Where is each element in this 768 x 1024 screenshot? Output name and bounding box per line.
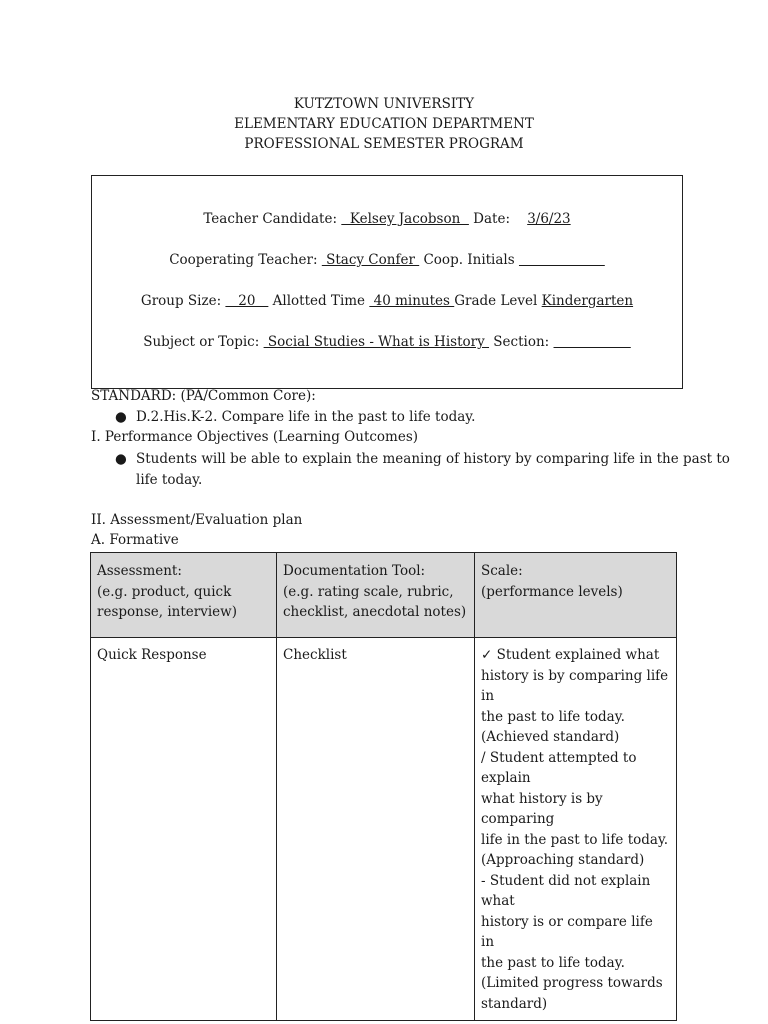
table-row xyxy=(91,638,677,1021)
header-scale xyxy=(475,553,677,638)
header-text: checklist, anecdotal notes) xyxy=(283,604,467,620)
teacher-candidate-label: Teacher Candidate: xyxy=(203,211,342,227)
scale-line: / Student attempted to explain xyxy=(481,749,637,786)
header-text: (performance levels) xyxy=(481,583,623,600)
department-name: ELEMENTARY EDUCATION DEPARTMENT xyxy=(234,116,534,132)
university-name: KUTZTOWN UNIVERSITY xyxy=(293,96,475,112)
cell-scale xyxy=(475,638,677,1021)
group-size-line xyxy=(92,293,682,309)
scale-line: the past to life today. xyxy=(481,708,625,725)
coop-initials-label: Coop. Initials xyxy=(419,252,519,268)
teacher-candidate-line xyxy=(92,211,682,227)
header-text: response, interview) xyxy=(97,604,237,620)
header-text: Documentation Tool: xyxy=(283,563,426,579)
scale-line: (Limited progress towards xyxy=(481,975,663,991)
scale-line: history is or compare life in xyxy=(481,913,653,950)
assessment-heading: II. Assessment/Evaluation plan xyxy=(91,512,303,528)
subject-value: Social Studies - What is History xyxy=(263,334,490,350)
grade-level-value: Kindergarten xyxy=(541,293,634,309)
cooperating-teacher-value: Stacy Confer xyxy=(321,252,420,268)
scale-line: what history is by comparing xyxy=(481,790,603,827)
objectives-heading: I. Performance Objectives (Learning Outcomes) xyxy=(91,429,419,445)
standard-item: D.2.His.K-2. Compare life in the past to life today. xyxy=(136,409,476,425)
scale-line: ✓ Student explained what xyxy=(481,647,660,663)
coop-initials-value xyxy=(519,252,605,268)
document-header xyxy=(0,94,768,154)
scale-line: life in the past to life today. xyxy=(481,831,669,848)
program-name: PROFESSIONAL SEMESTER PROGRAM xyxy=(244,136,524,152)
scale-line: standard) xyxy=(481,995,548,1012)
scale-line: (Achieved standard) xyxy=(481,729,620,745)
header-text: Scale: xyxy=(481,563,523,579)
cell-assessment: Quick Response xyxy=(91,638,277,1021)
date-value: 3/6/23 xyxy=(527,211,571,227)
objective-item xyxy=(136,449,730,491)
scale-line: (Approaching standard) xyxy=(481,852,645,868)
subject-label: Subject or Topic: xyxy=(143,334,264,350)
cooperating-teacher-label: Cooperating Teacher: xyxy=(169,252,322,268)
allotted-time-label: Allotted Time xyxy=(268,293,370,309)
header-documentation-tool xyxy=(277,553,475,638)
table-header-row xyxy=(91,553,677,638)
bullet-icon: ● xyxy=(115,451,127,467)
standard-heading: STANDARD: (PA/Common Core): xyxy=(91,388,316,404)
header-text: (e.g. product, quick xyxy=(97,583,232,600)
group-size-value: 20 xyxy=(225,293,269,309)
header-assessment xyxy=(91,553,277,638)
group-size-label: Group Size: xyxy=(140,293,226,309)
subject-line xyxy=(92,334,682,350)
objective-line-2: life today. xyxy=(136,472,203,488)
scale-line: - Student did not explain what xyxy=(481,872,651,909)
allotted-time-value: 40 minutes xyxy=(369,293,455,309)
formative-assessment-table xyxy=(90,552,677,1021)
scale-line: history is by comparing life in xyxy=(481,667,669,704)
objective-line-1: Students will be able to explain the meaning of history by comparing life in the past to xyxy=(136,451,730,467)
header-text: Assessment: xyxy=(97,563,182,579)
grade-level-label: Grade Level xyxy=(454,293,542,309)
teacher-candidate-value: Kelsey Jacobson xyxy=(341,211,469,227)
section-label: Section: xyxy=(489,334,554,350)
cell-documentation-tool: Checklist xyxy=(277,638,475,1021)
section-value xyxy=(554,334,631,350)
date-label: Date: xyxy=(468,211,515,227)
formative-subheading: A. Formative xyxy=(91,532,179,548)
bullet-icon: ● xyxy=(115,409,127,425)
cooperating-teacher-line xyxy=(92,252,682,268)
header-text: (e.g. rating scale, rubric, xyxy=(283,583,454,600)
scale-line: the past to life today. xyxy=(481,954,625,971)
lesson-info-box xyxy=(91,175,683,389)
